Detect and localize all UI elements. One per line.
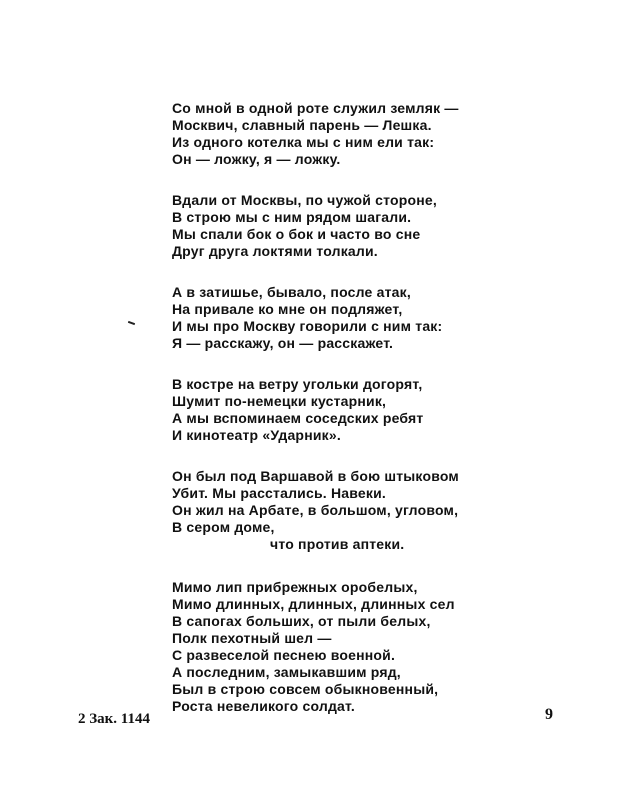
verse-line: А в затишье, бывало, после атак, — [172, 284, 411, 300]
stanza-1 — [172, 100, 459, 168]
poem-2 — [172, 579, 455, 715]
stanza-5 — [172, 468, 459, 553]
verse-line: Со мной в одной роте служил земляк — — [172, 100, 459, 116]
verse-line: Друг друга локтями толкали. — [172, 243, 378, 259]
verse-line: С развеселой песнею военной. — [172, 647, 396, 663]
verse-line: Убит. Мы расстались. Навеки. — [172, 485, 386, 501]
margin-mark — [128, 321, 135, 325]
verse-line: А последним, замыкавшим ряд, — [172, 664, 401, 680]
verse-line: Москвич, славный парень — Лешка. — [172, 117, 432, 133]
verse-line: И кинотеатр «Ударник». — [172, 427, 341, 443]
verse-line: Вдали от Москвы, по чужой стороне, — [172, 192, 437, 208]
verse-line: В костре на ветру угольки догорят, — [172, 376, 423, 392]
poem-1 — [172, 100, 459, 577]
verse-line: Мимо длинных, длинных, длинных сел — [172, 596, 455, 612]
stanza-3 — [172, 284, 459, 352]
verse-line: Он был под Варшавой в бою штыковом — [172, 468, 459, 484]
verse-line: Он — ложку, я — ложку. — [172, 151, 341, 167]
verse-line: И мы про Москву говорили с ним так: — [172, 318, 443, 334]
verse-line: Полк пехотный шел — — [172, 630, 332, 646]
page-number: 9 — [545, 706, 553, 723]
verse-line: В сапогах больших, от пыли белых, — [172, 613, 431, 629]
stanza-4 — [172, 376, 459, 444]
verse-line: Шумит по-немецки кустарник, — [172, 393, 387, 409]
stanza-2 — [172, 192, 459, 260]
verse-line: На привале ко мне он подляжет, — [172, 301, 403, 317]
printer-signature: 2 Зак. 1144 — [78, 711, 150, 727]
verse-line: Мимо лип прибрежных оробелых, — [172, 579, 418, 595]
verse-line: В сером доме, — [172, 519, 275, 535]
verse-line: Я — расскажу, он — расскажет. — [172, 335, 394, 351]
verse-line: А мы вспоминаем соседских ребят — [172, 410, 424, 426]
verse-line-indented: что против аптеки. — [270, 536, 405, 552]
verse-line: Из одного котелка мы с ним ели так: — [172, 134, 435, 150]
verse-line: В строю мы с ним рядом шагали. — [172, 209, 412, 225]
verse-line: Был в строю совсем обыкновенный, — [172, 681, 439, 697]
verse-line: Он жил на Арбате, в большом, угловом, — [172, 502, 459, 518]
verse-line: Роста невеликого солдат. — [172, 698, 355, 714]
verse-line: Мы спали бок о бок и часто во сне — [172, 226, 421, 242]
